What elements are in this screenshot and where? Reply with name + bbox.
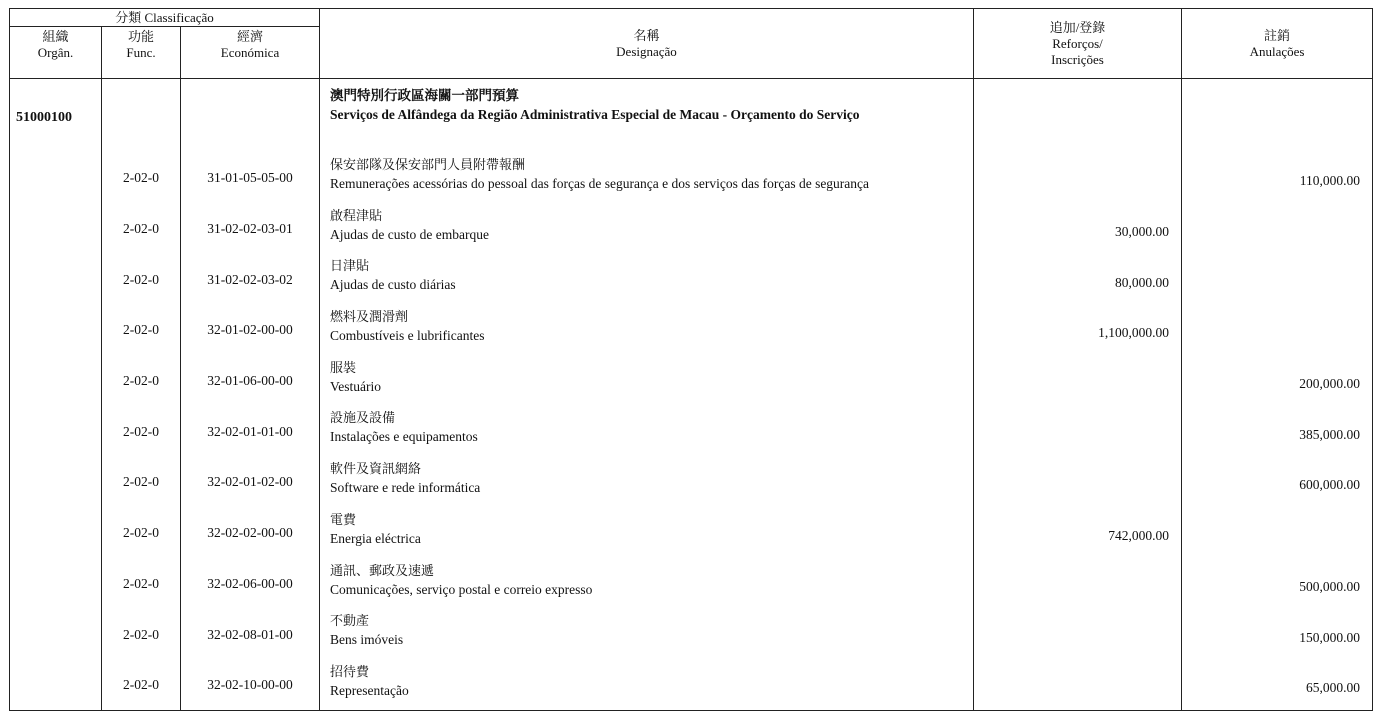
empty-cell	[1182, 79, 1373, 154]
func-code: 2-02-0	[102, 660, 181, 711]
org-header-zh: 組織	[42, 29, 69, 44]
item-designation	[320, 559, 974, 610]
table-row	[10, 305, 1373, 356]
reinforcement-amount	[974, 356, 1182, 407]
reinforcement-amount	[974, 609, 1182, 660]
func-header-pt: Func.	[126, 45, 156, 60]
func-code: 2-02-0	[102, 204, 181, 255]
annulments-header	[1182, 9, 1373, 79]
reinforcement-amount	[974, 660, 1182, 711]
table-row	[10, 254, 1373, 305]
func-code: 2-02-0	[102, 457, 181, 508]
item-designation	[320, 609, 974, 660]
table-row	[10, 356, 1373, 407]
econ-code: 32-02-06-00-00	[181, 559, 320, 610]
econ-code: 32-02-02-00-00	[181, 508, 320, 559]
org-cell	[10, 305, 102, 356]
item-name-zh: 招待費	[330, 664, 370, 680]
item-designation	[320, 153, 974, 204]
reinforcement-amount: 30,000.00	[974, 204, 1182, 255]
econ-code: 31-01-05-05-00	[181, 153, 320, 204]
item-name-pt: Vestuário	[330, 378, 381, 394]
org-header	[10, 27, 102, 79]
item-name-pt: Combustíveis e lubrificantes	[330, 328, 485, 344]
reinforcement-amount	[974, 457, 1182, 508]
table-row	[10, 559, 1373, 610]
func-code: 2-02-0	[102, 609, 181, 660]
org-cell	[10, 254, 102, 305]
item-name-pt: Comunicações, serviço postal e correio expresso	[330, 581, 593, 597]
org-cell	[10, 457, 102, 508]
org-code: 51000100	[10, 79, 102, 154]
item-name-pt: Remunerações acessórias do pessoal das forças de segurança e dos serviços das forças de segurança	[330, 176, 870, 191]
func-code: 2-02-0	[102, 153, 181, 204]
econ-code: 31-02-02-03-02	[181, 254, 320, 305]
org-cell	[10, 356, 102, 407]
org-cell	[10, 204, 102, 255]
item-name-zh: 保安部隊及保安部門人員附帶報酬	[330, 158, 526, 173]
empty-cell	[974, 79, 1182, 154]
org-header-pt: Orgân.	[37, 45, 74, 60]
annulment-amount: 385,000.00	[1182, 406, 1373, 457]
reinforcements-header-pt2: Inscrições	[1051, 51, 1104, 67]
designation-header	[320, 9, 974, 79]
econ-code: 32-02-08-01-00	[181, 609, 320, 660]
reinforcement-amount	[974, 559, 1182, 610]
item-name-pt: Software e rede informática	[330, 480, 481, 496]
item-designation	[320, 254, 974, 305]
reinforcement-amount: 80,000.00	[974, 254, 1182, 305]
item-designation	[320, 204, 974, 255]
org-cell	[10, 609, 102, 660]
table-row	[10, 406, 1373, 457]
reinforcement-amount	[974, 153, 1182, 204]
func-code: 2-02-0	[102, 305, 181, 356]
item-name-zh: 燃料及潤滑劑	[330, 310, 409, 326]
item-designation	[320, 508, 974, 559]
econ-code: 32-02-10-00-00	[181, 660, 320, 711]
reinforcements-header	[974, 9, 1182, 79]
table-row	[10, 204, 1373, 255]
budget-document	[9, 8, 1372, 698]
item-name-zh: 通訊、郵政及速遞	[330, 563, 435, 579]
department-designation	[320, 79, 974, 154]
classification-header: 分類 Classificação	[10, 9, 320, 27]
empty-cell	[102, 79, 181, 154]
department-row	[10, 79, 1373, 154]
func-code: 2-02-0	[102, 356, 181, 407]
func-code: 2-02-0	[102, 254, 181, 305]
table-row	[10, 508, 1373, 559]
item-designation	[320, 457, 974, 508]
empty-cell	[181, 79, 320, 154]
table-row	[10, 153, 1373, 204]
table-row	[10, 457, 1373, 508]
annulment-amount: 600,000.00	[1182, 457, 1373, 508]
annulment-amount: 500,000.00	[1182, 559, 1373, 610]
annulment-amount	[1182, 305, 1373, 356]
org-cell	[10, 559, 102, 610]
annulment-amount: 150,000.00	[1182, 609, 1373, 660]
annulment-amount: 200,000.00	[1182, 356, 1373, 407]
table-row	[10, 609, 1373, 660]
annulment-amount: 110,000.00	[1182, 153, 1373, 204]
annulments-header-pt: Anulações	[1249, 43, 1305, 59]
econ-code: 31-02-02-03-01	[181, 204, 320, 255]
item-name-pt: Ajudas de custo de embarque	[330, 226, 489, 242]
designation-header-zh: 名稱	[633, 27, 660, 43]
econ-code: 32-02-01-02-00	[181, 457, 320, 508]
item-name-zh: 軟件及資訊網絡	[330, 462, 422, 478]
table-header	[10, 9, 1373, 79]
budget-table	[9, 8, 1373, 711]
econ-header-zh: 經濟	[236, 29, 263, 44]
department-name-pt: Serviços de Alfândega da Região Administrativa Especial de Macau - Orçamento do Serviço	[330, 107, 860, 122]
table-body	[10, 79, 1373, 711]
reinforcement-amount	[974, 406, 1182, 457]
item-name-zh: 設施及設備	[330, 411, 396, 427]
func-code: 2-02-0	[102, 559, 181, 610]
org-cell	[10, 153, 102, 204]
func-code: 2-02-0	[102, 406, 181, 457]
item-name-pt: Instalações e equipamentos	[330, 429, 478, 445]
item-name-pt: Energia eléctrica	[330, 530, 421, 546]
func-header-zh: 功能	[127, 29, 154, 44]
econ-code: 32-01-02-00-00	[181, 305, 320, 356]
item-designation	[320, 660, 974, 711]
item-designation	[320, 356, 974, 407]
econ-code: 32-01-06-00-00	[181, 356, 320, 407]
item-name-pt: Ajudas de custo diárias	[330, 277, 456, 293]
item-designation	[320, 406, 974, 457]
annulment-amount	[1182, 204, 1373, 255]
annulments-header-zh: 註銷	[1263, 27, 1290, 43]
func-code: 2-02-0	[102, 508, 181, 559]
table-row	[10, 660, 1373, 711]
item-name-zh: 啟程津貼	[330, 208, 383, 224]
org-cell	[10, 508, 102, 559]
annulment-amount: 65,000.00	[1182, 660, 1373, 711]
item-name-zh: 服裝	[330, 360, 357, 376]
func-header	[102, 27, 181, 79]
reinforcements-header-pt1: Reforços/	[1052, 35, 1103, 51]
item-designation	[320, 305, 974, 356]
item-name-pt: Representação	[330, 682, 409, 698]
reinforcement-amount: 742,000.00	[974, 508, 1182, 559]
econ-code: 32-02-01-01-00	[181, 406, 320, 457]
econ-header	[181, 27, 320, 79]
reinforcements-header-zh: 追加/登錄	[1049, 19, 1106, 35]
org-cell	[10, 406, 102, 457]
org-cell	[10, 660, 102, 711]
item-name-zh: 電費	[330, 512, 357, 528]
item-name-zh: 不動產	[330, 614, 370, 630]
annulment-amount	[1182, 508, 1373, 559]
reinforcement-amount: 1,100,000.00	[974, 305, 1182, 356]
item-name-pt: Bens imóveis	[330, 632, 404, 648]
designation-header-pt: Designação	[616, 43, 677, 59]
annulment-amount	[1182, 254, 1373, 305]
econ-header-pt: Económica	[220, 45, 280, 60]
item-name-zh: 日津貼	[330, 259, 370, 275]
department-name-zh: 澳門特別行政區海關一部門預算	[330, 88, 519, 104]
